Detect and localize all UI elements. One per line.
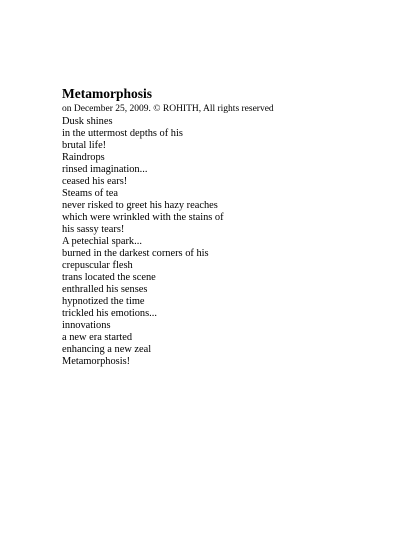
poem-line: burned in the darkest corners of his bbox=[62, 248, 209, 259]
poem-line: hypnotized the time bbox=[62, 296, 145, 307]
poem-line: a new era started bbox=[62, 332, 133, 343]
poem-block bbox=[62, 86, 392, 368]
poem-lines bbox=[62, 116, 392, 368]
poem-line: his sassy tears! bbox=[62, 224, 125, 235]
poem-line: trickled his emotions... bbox=[62, 308, 157, 319]
poem-line: Steams of tea bbox=[62, 188, 118, 199]
poem-byline: on December 25, 2009. © ROHITH, All rights reserved bbox=[62, 104, 274, 114]
poem-line: enhancing a new zeal bbox=[62, 344, 152, 355]
poem-line: Dusk shines bbox=[62, 116, 113, 127]
poem-line: trans located the scene bbox=[62, 272, 156, 283]
poem-line: Metamorphosis! bbox=[62, 356, 131, 367]
poem-line: crepuscular flesh bbox=[62, 260, 133, 271]
poem-line: innovations bbox=[62, 320, 111, 331]
poem-line: brutal life! bbox=[62, 140, 107, 151]
poem-line: enthralled his senses bbox=[62, 284, 148, 295]
poem-line: Raindrops bbox=[62, 152, 105, 163]
poem-line: in the uttermost depths of his bbox=[62, 128, 183, 139]
poem-line: rinsed imagination... bbox=[62, 164, 148, 175]
poem-line: ceased his ears! bbox=[62, 176, 128, 187]
poem-line: which were wrinkled with the stains of bbox=[62, 212, 224, 223]
poem-line: A petechial spark... bbox=[62, 236, 142, 247]
poem-title: Metamorphosis bbox=[62, 86, 152, 101]
poem-line: never risked to greet his hazy reaches bbox=[62, 200, 218, 211]
